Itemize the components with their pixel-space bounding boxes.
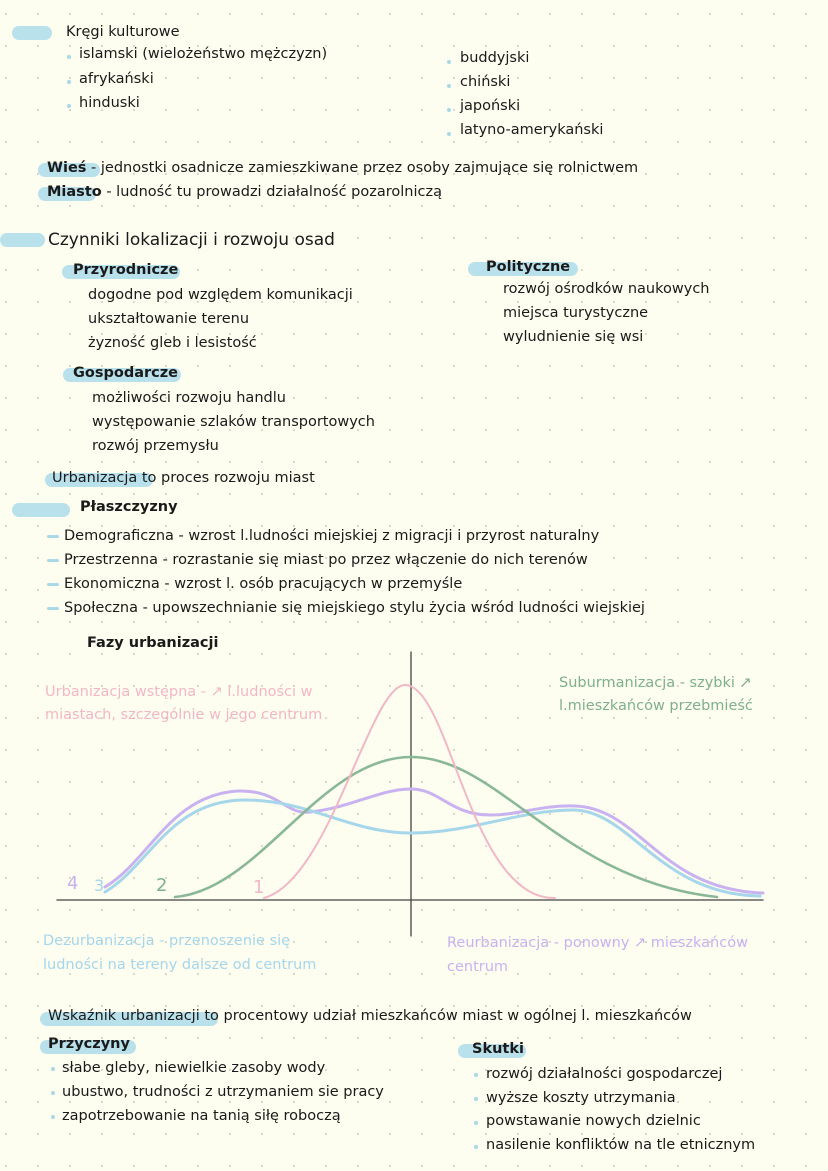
list-item: miejsca turystyczne bbox=[503, 305, 649, 321]
note-page: Kręgi kulturowe islamski (wielożeństwo mężczyzn) afrykański hinduski buddyjski chiński japoński latyno-amerykański Wieś - jednostki osadnicze zamieszkiwane przez osoby zajmujące się rolnictwem Miasto - ludność tu prowadzi działalność pozarolniczą Czynniki lokalizacji i rozwoju osad Przyrodnicze dogodne pod względem komunikacji ukształtowanie terenu żyzność gleb i lesistość Polityczne rozwój ośrodków naukowych miejsca turystyczne wyludnienie się wsi Gospodarcze możliwości rozwoju handlu występowanie szlaków transportowych rozwój przemysłu Urbanizacja to proces rozwoju miast Płaszczyzny Demograficzna - wzrost l.ludności miejskiej z migracji i przyrost naturalny Przestrzenna - rozrastanie się miast po przez włączenie do nich terenów Ekonomiczna - wzrost l. osób pracujących w przemyśle Społeczna - upowszechnianie się miejskiego stylu życia wśród ludności wiejskiej Fazy urbanizacji 4 3 2 1 Urbanizacja wstępna - ↗ l.ludności w miastach, szczególnie w jego centrum Suburmanizacja - szybki ↗ l.mieszkańców przebmieść Dezurbanizacja - przenoszenie się ludności na tereny dalsze od centrum Reurbanizacja - ponowny ↗ mieszkańców centrum Wskaźnik urbanizacji to procentowy udział mieszkańców miast w ogólnej l. mieszkańców Przyczyny słabe gleby, niewielkie zasoby wody ubustwo, trudności z utrzymaniem sie pracy zapotrzebowanie na tanią siłę roboczą Skutki rozwój działalności gospodarczej wyższe koszty utrzymania powstawanie nowych dzielnic nasilenie konfliktów na tle etnicznym bbox=[0, 0, 828, 1171]
phase-3-desc: Dezurbanizacja - przenoszenie się bbox=[43, 933, 291, 949]
list-item: występowanie szlaków transportowych bbox=[92, 414, 375, 430]
phase-label-4: 4 bbox=[67, 873, 79, 894]
def-miasto: - ludność tu prowadzi działalność pozarolniczą bbox=[106, 184, 442, 200]
phase-2-desc: Suburmanizacja - szybki ↗ bbox=[559, 675, 752, 691]
list-item: możliwości rozwoju handlu bbox=[92, 390, 286, 406]
list-item: rozwój ośrodków naukowych bbox=[503, 281, 710, 297]
list-item: afrykański bbox=[79, 71, 154, 87]
term-wies: Wieś bbox=[47, 160, 87, 176]
list-item: Społeczna - upowszechnianie się miejskiego stylu życia wśród ludności wiejskiej bbox=[64, 600, 645, 616]
list-item: rozwój działalności gospodarczej bbox=[486, 1066, 723, 1082]
def-wies: - jednostki osadnicze zamieszkiwane przez osoby zajmujące się rolnictwem bbox=[91, 160, 639, 176]
term-urbanizacja: Urbanizacja bbox=[52, 470, 138, 486]
term-wskaznik: Wskaźnik urbanizacji bbox=[48, 1008, 200, 1024]
heading-plaszczyzny: Płaszczyzny bbox=[80, 499, 178, 515]
list-item: Ekonomiczna - wzrost l. osób pracujących w przemyśle bbox=[64, 576, 463, 592]
list-item: słabe gleby, niewielkie zasoby wody bbox=[62, 1060, 326, 1076]
list-item: Przestrzenna - rozrastanie się miast po przez włączenie do nich terenów bbox=[64, 552, 588, 568]
list-item: Demograficzna - wzrost l.ludności miejskiej z migracji i przyrost naturalny bbox=[64, 528, 600, 544]
term-miasto: Miasto bbox=[47, 184, 102, 200]
heading-skutki: Skutki bbox=[472, 1041, 524, 1057]
list-item: ubustwo, trudności z utrzymaniem sie pracy bbox=[62, 1084, 384, 1100]
phase-4-desc: Reurbanizacja - ponowny ↗ mieszkańców bbox=[447, 935, 748, 951]
subheading-polityczne: Polityczne bbox=[486, 259, 571, 275]
heading-fazy: Fazy urbanizacji bbox=[87, 635, 219, 651]
list-item: rozwój przemysłu bbox=[92, 438, 219, 454]
list-item: nasilenie konfliktów na tle etnicznym bbox=[486, 1137, 756, 1153]
list-item: dogodne pod względem komunikacji bbox=[88, 287, 353, 303]
list-item: hinduski bbox=[79, 95, 140, 111]
list-item: chiński bbox=[460, 74, 511, 90]
list-item: buddyjski bbox=[460, 50, 530, 66]
subheading-przyrodnicze: Przyrodnicze bbox=[73, 262, 179, 278]
list-item: wyższe koszty utrzymania bbox=[486, 1090, 676, 1106]
list-item: żyzność gleb i lesistość bbox=[88, 335, 257, 351]
list-item: powstawanie nowych dzielnic bbox=[486, 1113, 701, 1129]
list-item: japoński bbox=[460, 98, 521, 114]
subheading-gospodarcze: Gospodarcze bbox=[73, 365, 179, 381]
phase-label-2: 2 bbox=[156, 875, 168, 896]
heading-czynniki: Czynniki lokalizacji i rozwoju osad bbox=[48, 230, 335, 250]
heading-przyczyny: Przyczyny bbox=[48, 1036, 130, 1052]
curve-phase-3 bbox=[105, 800, 760, 896]
phase-1-desc: Urbanizacja wstępna - ↗ l.ludności w bbox=[45, 684, 313, 700]
phase-label-1: 1 bbox=[253, 877, 265, 898]
def-wskaznik: to procentowy udział mieszkańców miast w ogólnej l. mieszkańców bbox=[204, 1008, 692, 1024]
list-item: zapotrzebowanie na tanią siłę roboczą bbox=[62, 1108, 341, 1124]
curve-phase-2 bbox=[175, 757, 717, 897]
list-item: wyludnienie się wsi bbox=[503, 329, 644, 345]
list-item: latyno-amerykański bbox=[460, 122, 604, 138]
heading-kregi: Kręgi kulturowe bbox=[66, 24, 180, 40]
list-item: islamski (wielożeństwo mężczyzn) bbox=[79, 46, 328, 62]
phase-label-3: 3 bbox=[94, 876, 105, 895]
def-urbanizacja: to proces rozwoju miast bbox=[141, 470, 315, 486]
list-item: ukształtowanie terenu bbox=[88, 311, 250, 327]
curve-phase-4 bbox=[105, 789, 763, 893]
